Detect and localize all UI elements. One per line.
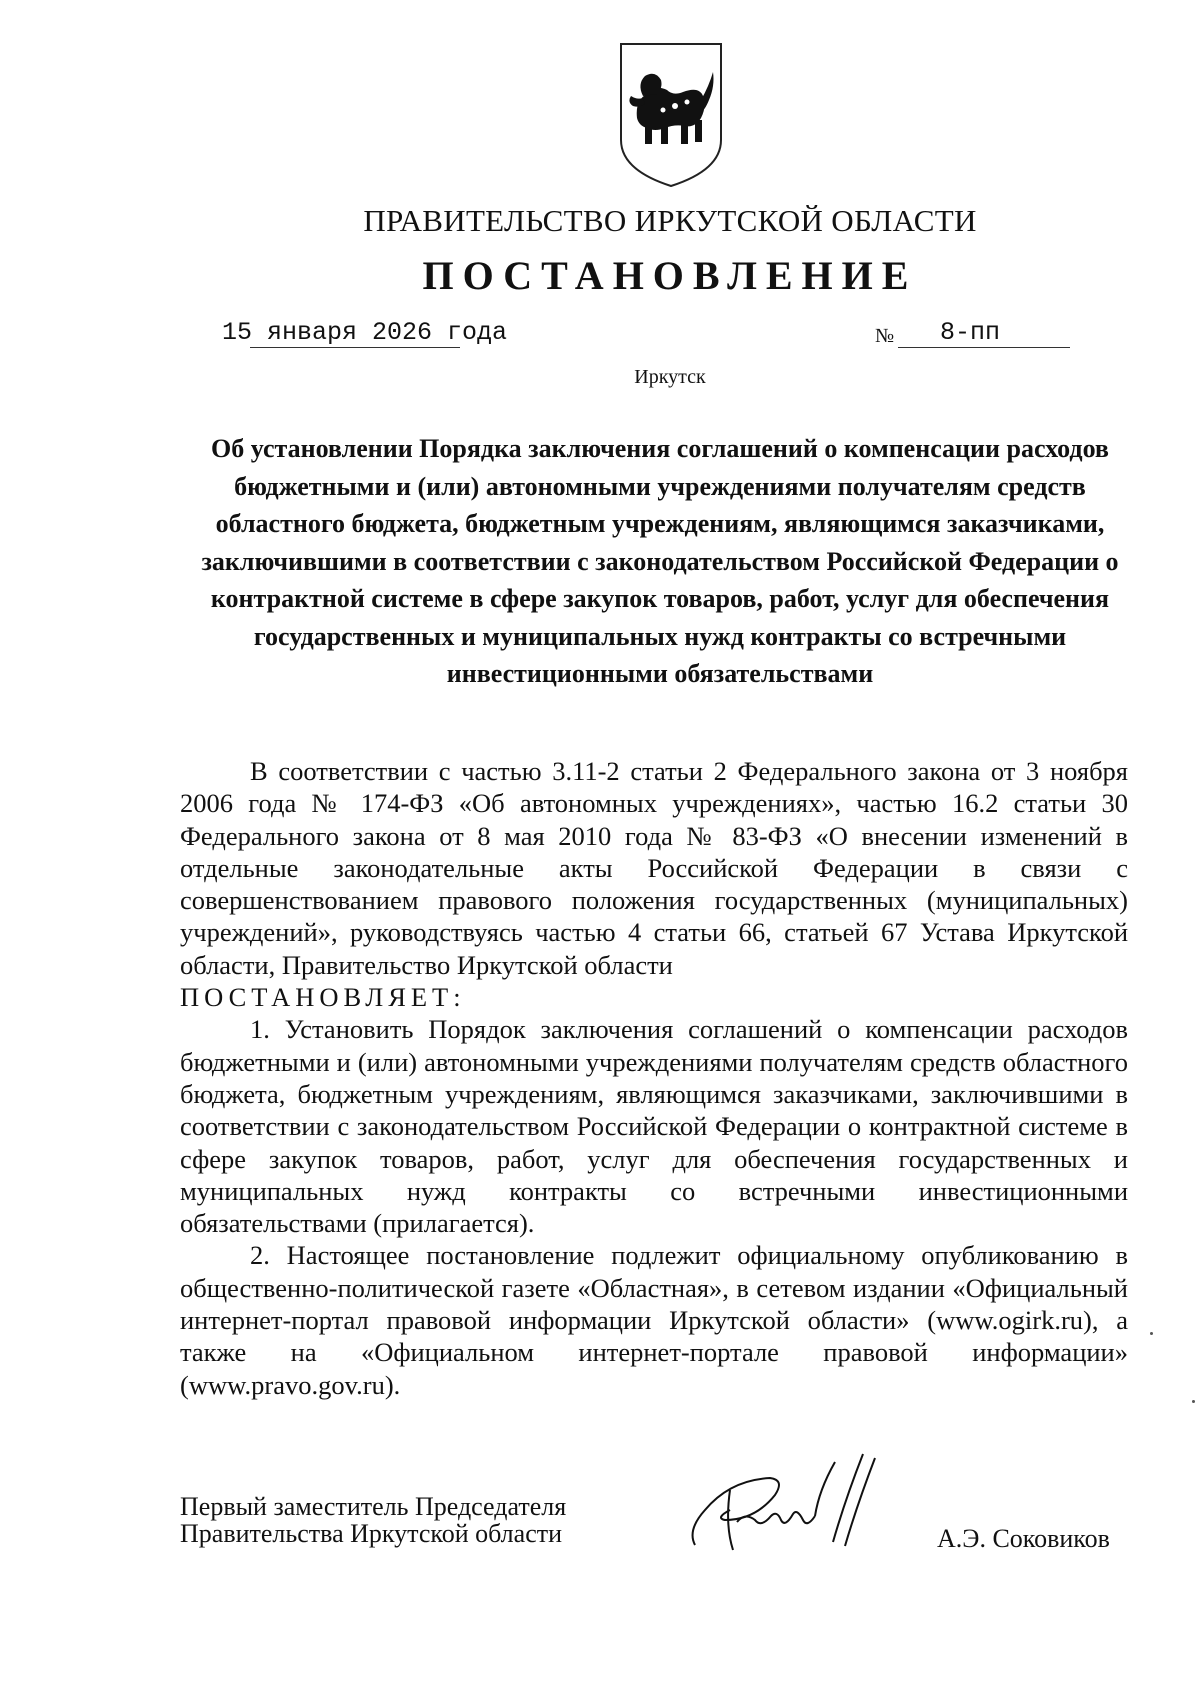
signer-position-line-1: Первый заместитель Председателя <box>180 1492 567 1521</box>
signer-name: А.Э. Соковиков <box>937 1524 1110 1553</box>
document-body <box>180 755 1128 1401</box>
document-date: 15 января 2026 года <box>222 318 508 347</box>
government-title: ПРАВИТЕЛЬСТВО ИРКУТСКОЙ ОБЛАСТИ <box>363 203 977 238</box>
signer-position-line-2: Правительства Иркутской области <box>180 1519 563 1548</box>
document-number: 8-пп <box>940 318 1001 347</box>
preamble-paragraph: В соответствии с частью 3.11-2 статьи 2 Федерального закона от 3 ноября 2006 года № 174-ФЗ «Об автономных учреждениях», частью 16.2 статьи 30 Федерального закона от 8 мая 2010 года № 83-ФЗ «О внесении изменений в отдельные законодательные акты Российской Федерации в связи с совершенствованием правового положения государственных (муниципальных) учреждений», руководствуясь частью 4 статьи 66, статьей 67 Устава Иркутской области, Правительство Иркутской области <box>180 756 1128 980</box>
item-2-paragraph: 2. Настоящее постановление подлежит официальному опубликованию в общественно-политической газете «Областная», в сетевом издании «Официальный интернет-портал правовой информации Иркутской области» (www.ogirk.ru), а также на «Официальном интернет-портале правовой информации» (www.pravo.gov.ru). <box>180 1240 1128 1400</box>
document-type: ПОСТАНОВЛЕНИЕ <box>422 253 918 298</box>
scan-artifact <box>1192 1400 1195 1403</box>
document-subject: Об установлении Порядка заключения соглашений о компенсации расходов бюджетными и (или) автономными учреждениями получателям средств областного бюджета, бюджетным учреждениям, являющимся заказчиками, заключившими в соответствии с законодательством Российской Федерации о контрактной системе в сфере закупок товаров, работ, услуг для обеспечения государственных и муниципальных нужд контракты со встречными инвестиционными обязательствами <box>201 434 1119 688</box>
signature-icon <box>685 1450 895 1570</box>
decree-word: ПОСТАНОВЛЯЕТ: <box>180 982 466 1013</box>
coat-of-arms-icon <box>615 40 727 190</box>
number-underline <box>898 347 1070 348</box>
document-city: Иркутск <box>634 366 706 388</box>
date-underline <box>250 347 460 348</box>
item-1-paragraph: 1. Установить Порядок заключения соглашений о компенсации расходов бюджетными и (или) автономными учреждениями получателям средств областного бюджета, бюджетным учреждениям, являющимся заказчиками, заключившими в соответствии с законодательством Российской Федерации о контрактной системе в сфере закупок товаров, работ, услуг для обеспечения государственных и муниципальных нужд контракты со встречными инвестиционными обязательствами (прилагается). <box>180 1014 1128 1239</box>
scan-artifact <box>1150 1332 1153 1335</box>
number-sign: № <box>875 325 895 347</box>
signer-position <box>180 1493 566 1547</box>
